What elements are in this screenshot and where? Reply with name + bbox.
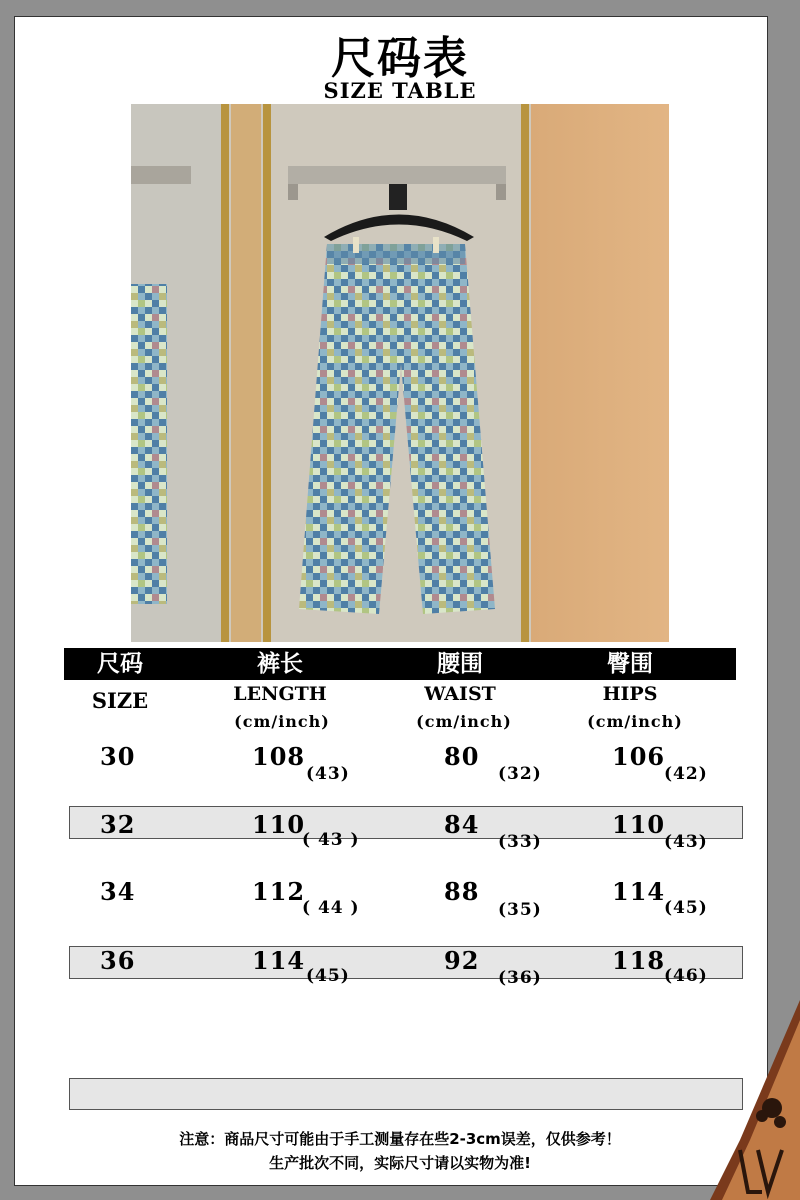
waist-inch: (35): [498, 900, 542, 920]
col-size-cn: 尺码: [97, 651, 143, 677]
table-row-size: 30: [100, 742, 136, 771]
page-title-en: SIZE TABLE: [323, 78, 477, 103]
hips-inch: (43): [664, 832, 708, 852]
hips-inch: (45): [664, 898, 708, 918]
waist-cm: 84: [444, 810, 480, 839]
product-photo-jeans-checkerboard: [131, 104, 669, 642]
note-line-2: 生产批次不同，实际尺寸请以实物为准!: [269, 1154, 531, 1172]
waist-cm: 80: [444, 742, 480, 771]
waist-cm: 88: [444, 877, 480, 906]
hips-cm: 118: [612, 946, 666, 975]
length-inch: (43): [306, 764, 350, 784]
waist-inch: (36): [498, 968, 542, 988]
hips-inch: (42): [664, 764, 708, 784]
col-waist-cn: 腰围: [437, 651, 483, 677]
length-cm: 112: [252, 877, 306, 906]
hips-cm: 110: [612, 810, 666, 839]
col-hips-unit: (cm/inch): [587, 712, 683, 731]
col-hips-cn: 臀围: [607, 651, 653, 677]
length-inch: ( 44 ): [302, 898, 360, 918]
leather-strap-monogram-icon: [700, 1000, 800, 1200]
col-waist-en: WAIST: [424, 683, 496, 705]
hips-inch: (46): [664, 966, 708, 986]
length-cm: 114: [252, 946, 306, 975]
product-photo: [131, 104, 669, 642]
hips-cm: 114: [612, 877, 666, 906]
empty-row-band: [69, 1078, 743, 1110]
waist-inch: (33): [498, 832, 542, 852]
col-length-en: LENGTH: [233, 683, 327, 705]
waist-cm: 92: [444, 946, 480, 975]
length-cm: 108: [252, 742, 306, 771]
col-length-unit: (cm/inch): [234, 712, 330, 731]
length-inch: ( 43 ): [302, 830, 360, 850]
length-inch: (45): [306, 966, 350, 986]
length-cm: 110: [252, 810, 306, 839]
table-row-size: 36: [100, 946, 136, 975]
hips-cm: 106: [612, 742, 666, 771]
col-size-en: SIZE: [91, 688, 149, 713]
note-line-1: 注意：商品尺寸可能由于手工测量存在些2-3cm误差，仅供参考！: [179, 1130, 621, 1148]
col-length-cn: 裤长: [257, 651, 303, 677]
col-hips-en: HIPS: [602, 683, 658, 705]
page-title-cn: 尺码表: [331, 33, 469, 84]
table-row-size: 34: [100, 877, 136, 906]
waist-inch: (32): [498, 764, 542, 784]
col-waist-unit: (cm/inch): [416, 712, 512, 731]
table-row-size: 32: [100, 810, 136, 839]
